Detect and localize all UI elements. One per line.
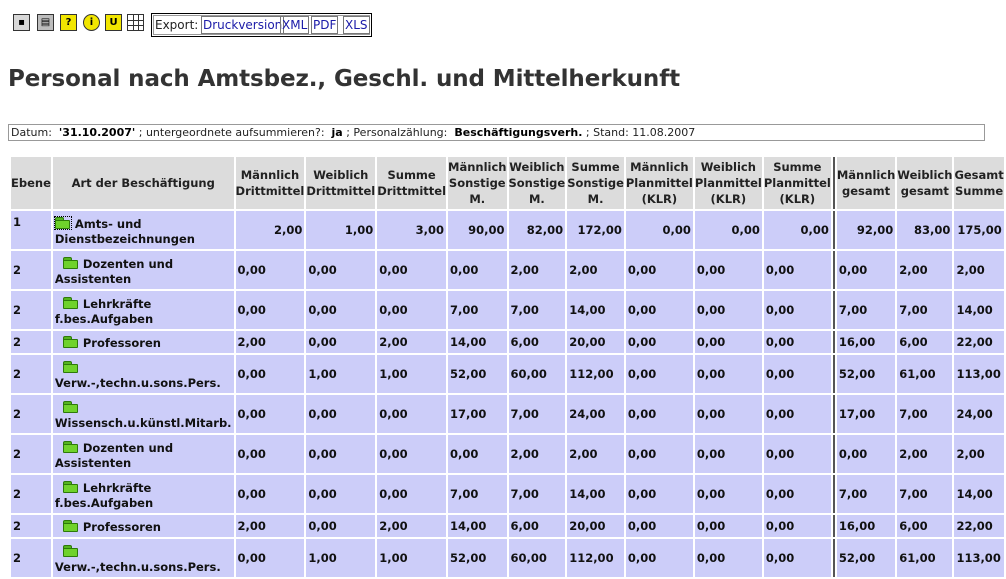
column-separator	[833, 435, 835, 473]
art-label: Wissensch.u.künstl.Mitarb.	[54, 416, 232, 430]
cell-art[interactable]	[53, 539, 234, 577]
cell-value: 20,00	[567, 515, 624, 537]
cell-value: 0,00	[377, 435, 446, 473]
personalzaehlung-value: Beschäftigungsverh.	[454, 126, 583, 139]
print-icon[interactable]: ▤	[37, 14, 54, 31]
cell-value: 83,00	[897, 211, 952, 249]
cell-value: 14,00	[448, 331, 506, 353]
art-label: Assistenten	[54, 272, 132, 286]
cell-value: 92,00	[837, 211, 895, 249]
help-icon[interactable]: ?	[60, 14, 77, 31]
cell-value: 52,00	[448, 355, 506, 393]
table-row[interactable]	[11, 251, 1004, 289]
cell-value: 0,00	[377, 475, 446, 513]
cell-value: 0,00	[236, 395, 305, 433]
cell-value: 17,00	[448, 395, 506, 433]
folder-icon[interactable]	[63, 336, 79, 348]
cell-value: 0,00	[626, 395, 693, 433]
cell-value: 0,00	[764, 291, 831, 329]
cell-value: 2,00	[954, 435, 1003, 473]
export-druckversion-link[interactable]: Druckversion	[203, 18, 283, 32]
cell-value: 7,00	[509, 395, 566, 433]
datum-label: Datum:	[11, 126, 52, 139]
cell-value: 0,00	[236, 355, 305, 393]
column-separator	[833, 211, 835, 249]
table-row[interactable]	[11, 435, 1004, 473]
cell-value: 52,00	[448, 539, 506, 577]
art-label: Amts- und	[74, 217, 142, 231]
art-label: Lehrkräfte	[82, 297, 152, 311]
cell-value: 7,00	[509, 291, 566, 329]
header-ebene[interactable]: Ebene	[11, 157, 51, 209]
cell-value: 61,00	[897, 355, 952, 393]
cell-value: 14,00	[448, 515, 506, 537]
cell-value: 0,00	[236, 291, 305, 329]
column-separator	[833, 291, 835, 329]
cell-value: 7,00	[509, 475, 566, 513]
table-row[interactable]	[11, 475, 1004, 513]
cell-value: 0,00	[306, 475, 375, 513]
header-maennlich-sonstige[interactable]: Männlich Sonstige M.	[448, 157, 506, 209]
folder-icon[interactable]	[63, 481, 79, 493]
cell-value: 1,00	[306, 211, 375, 249]
cell-art[interactable]	[53, 331, 234, 353]
cell-value: 0,00	[448, 435, 506, 473]
export-bar	[151, 13, 372, 37]
cell-value: 0,00	[448, 251, 506, 289]
table-row[interactable]	[11, 211, 1004, 249]
cell-ebene: 2	[11, 251, 51, 289]
cell-value: 0,00	[306, 515, 375, 537]
header-maennlich-gesamt[interactable]: Männlich gesamt	[837, 157, 895, 209]
cell-value: 6,00	[509, 515, 566, 537]
header-weiblich-sonstige[interactable]: Weiblich Sonstige M.	[509, 157, 566, 209]
column-separator	[833, 251, 835, 289]
cell-value: 0,00	[764, 515, 831, 537]
cell-value: 16,00	[837, 515, 895, 537]
cell-value: 0,00	[626, 331, 693, 353]
cell-value: 0,00	[764, 331, 831, 353]
header-weiblich-planmittel[interactable]: Weiblich Planmittel (KLR)	[695, 157, 762, 209]
cell-value: 2,00	[567, 251, 624, 289]
cell-value: 0,00	[306, 291, 375, 329]
table-row[interactable]	[11, 515, 1004, 537]
art-label: f.bes.Aufgaben	[54, 496, 154, 510]
cell-value: 61,00	[897, 539, 952, 577]
cell-value: 0,00	[695, 515, 762, 537]
folder-icon[interactable]	[55, 217, 71, 229]
cell-value: 0,00	[764, 475, 831, 513]
cell-value: 0,00	[695, 331, 762, 353]
cell-value: 0,00	[306, 331, 375, 353]
cell-value: 0,00	[306, 435, 375, 473]
cell-value: 7,00	[837, 475, 895, 513]
cell-value: 0,00	[695, 475, 762, 513]
cell-value: 7,00	[837, 291, 895, 329]
header-maennlich-drittmittel[interactable]: Männlich Drittmittel	[236, 157, 305, 209]
cell-value: 14,00	[954, 475, 1003, 513]
filter-summary	[8, 124, 985, 141]
column-separator	[833, 395, 835, 433]
cell-value: 6,00	[509, 331, 566, 353]
cell-value: 60,00	[509, 539, 566, 577]
column-separator	[833, 331, 835, 353]
cell-ebene: 2	[11, 435, 51, 473]
cell-art[interactable]	[53, 251, 234, 289]
folder-icon[interactable]	[63, 297, 79, 309]
cell-value: 14,00	[567, 475, 624, 513]
cell-value: 2,00	[567, 435, 624, 473]
cell-value: 0,00	[695, 291, 762, 329]
cell-value: 0,00	[764, 211, 831, 249]
cell-value: 7,00	[897, 475, 952, 513]
art-label: Dienstbezeichnungen	[54, 232, 195, 246]
header-maennlich-planmittel[interactable]: Männlich Planmittel (KLR)	[626, 157, 693, 209]
header-summe-planmittel[interactable]: Summe Planmittel (KLR)	[764, 157, 831, 209]
cell-value: 0,00	[695, 539, 762, 577]
header-gesamt-summe[interactable]: Gesamt Summe	[954, 157, 1003, 209]
cell-art[interactable]	[53, 355, 234, 393]
header-summe-drittmittel[interactable]: Summe Drittmittel	[377, 157, 446, 209]
cell-value: 0,00	[764, 539, 831, 577]
art-label: Professoren	[82, 520, 161, 534]
cell-value: 24,00	[954, 395, 1003, 433]
cell-value: 0,00	[764, 251, 831, 289]
column-separator	[833, 539, 835, 577]
export-label: Export:	[155, 18, 199, 32]
table-body	[11, 211, 1004, 577]
cell-value: 2,00	[236, 211, 305, 249]
header-weiblich-drittmittel[interactable]: Weiblich Drittmittel	[306, 157, 375, 209]
cell-value: 2,00	[377, 331, 446, 353]
cell-value: 2,00	[236, 331, 305, 353]
cell-value: 1,00	[306, 355, 375, 393]
art-label: Dozenten und	[82, 441, 174, 455]
cell-value: 2,00	[509, 435, 566, 473]
aggregate-value: ja	[331, 126, 343, 139]
cell-value: 2,00	[236, 515, 305, 537]
art-label: Professoren	[82, 336, 161, 350]
cell-value: 112,00	[567, 355, 624, 393]
header-summe-sonstige[interactable]: Summe Sonstige M.	[567, 157, 624, 209]
cell-value: 2,00	[509, 251, 566, 289]
cell-value: 52,00	[837, 355, 895, 393]
cell-value: 0,00	[626, 539, 693, 577]
folder-icon[interactable]	[63, 520, 79, 532]
column-separator	[833, 515, 835, 537]
save-icon[interactable]: ▪	[13, 14, 30, 31]
cell-value: 82,00	[509, 211, 566, 249]
art-label: Lehrkräfte	[82, 481, 152, 495]
cell-value: 0,00	[377, 291, 446, 329]
folder-icon[interactable]	[63, 361, 79, 373]
column-separator	[833, 355, 835, 393]
column-separator	[833, 475, 835, 513]
cell-art[interactable]	[53, 475, 234, 513]
cell-value: 16,00	[837, 331, 895, 353]
export-xls-link[interactable]: XLS	[345, 18, 368, 32]
cell-value: 17,00	[837, 395, 895, 433]
report-table-container	[9, 155, 1004, 574]
cell-value: 60,00	[509, 355, 566, 393]
header-art[interactable]: Art der Beschäftigung	[53, 157, 234, 209]
cell-value: 0,00	[626, 355, 693, 393]
cell-value: 0,00	[377, 395, 446, 433]
cell-value: 0,00	[306, 251, 375, 289]
cell-value: 0,00	[236, 435, 305, 473]
cell-value: 0,00	[695, 251, 762, 289]
art-label: Dozenten und	[82, 257, 174, 271]
stand-label: ; Stand: 11.08.2007	[585, 126, 696, 139]
cell-value: 112,00	[567, 539, 624, 577]
cell-value: 1,00	[377, 539, 446, 577]
cell-value: 0,00	[764, 435, 831, 473]
cell-value: 7,00	[897, 291, 952, 329]
cell-art[interactable]	[53, 515, 234, 537]
cell-ebene: 2	[11, 331, 51, 353]
table-row[interactable]	[11, 539, 1004, 577]
table-row[interactable]	[11, 331, 1004, 353]
cell-value: 14,00	[567, 291, 624, 329]
cell-value: 0,00	[695, 355, 762, 393]
cell-value: 24,00	[567, 395, 624, 433]
aggregate-label: ; untergeordnete aufsummieren?:	[138, 126, 325, 139]
cell-value: 52,00	[837, 539, 895, 577]
cell-value: 0,00	[236, 475, 305, 513]
cell-value: 6,00	[897, 515, 952, 537]
cell-value: 14,00	[954, 291, 1003, 329]
cell-value: 0,00	[626, 251, 693, 289]
cell-ebene: 2	[11, 515, 51, 537]
cell-value: 0,00	[626, 291, 693, 329]
art-label: Verw.-,techn.u.sons.Pers.	[54, 376, 221, 390]
cell-value: 1,00	[377, 355, 446, 393]
cell-value: 7,00	[448, 291, 506, 329]
cell-value: 0,00	[626, 211, 693, 249]
cell-value: 3,00	[377, 211, 446, 249]
cell-value: 0,00	[626, 475, 693, 513]
cell-value: 0,00	[626, 435, 693, 473]
cell-value: 0,00	[626, 515, 693, 537]
cell-value: 2,00	[377, 515, 446, 537]
cell-value: 0,00	[837, 251, 895, 289]
cell-value: 0,00	[236, 539, 305, 577]
cell-value: 0,00	[837, 435, 895, 473]
report-table	[9, 155, 1006, 579]
cell-ebene: 2	[11, 395, 51, 433]
table-row[interactable]	[11, 395, 1004, 433]
export-pdf-link[interactable]: PDF	[313, 18, 337, 32]
cell-value: 7,00	[897, 395, 952, 433]
cell-value: 113,00	[954, 355, 1003, 393]
table-row[interactable]	[11, 291, 1004, 329]
attachment-icon[interactable]: U	[105, 14, 122, 31]
info-icon[interactable]: i	[83, 14, 100, 31]
cell-ebene: 2	[11, 539, 51, 577]
grid-icon[interactable]	[127, 14, 144, 31]
cell-value: 2,00	[897, 251, 952, 289]
cell-value: 2,00	[897, 435, 952, 473]
cell-ebene: 2	[11, 291, 51, 329]
art-label: Assistenten	[54, 456, 132, 470]
cell-value: 0,00	[764, 355, 831, 393]
datum-value: '31.10.2007'	[58, 126, 136, 139]
cell-value: 90,00	[448, 211, 506, 249]
folder-icon[interactable]	[63, 441, 79, 453]
export-xml-link[interactable]: XML	[282, 18, 308, 32]
cell-ebene: 2	[11, 475, 51, 513]
folder-icon[interactable]	[63, 257, 79, 269]
folder-icon[interactable]	[63, 545, 79, 557]
cell-value: 0,00	[695, 395, 762, 433]
cell-value: 113,00	[954, 539, 1003, 577]
cell-value: 20,00	[567, 331, 624, 353]
personalzaehlung-label: ; Personalzählung:	[346, 126, 448, 139]
folder-icon[interactable]	[63, 401, 79, 413]
cell-value: 0,00	[306, 395, 375, 433]
cell-art[interactable]	[53, 435, 234, 473]
cell-value: 1,00	[306, 539, 375, 577]
art-label: Verw.-,techn.u.sons.Pers.	[54, 560, 221, 574]
cell-art[interactable]	[53, 395, 234, 433]
column-separator	[833, 157, 835, 209]
art-label: f.bes.Aufgaben	[54, 312, 154, 326]
cell-value: 22,00	[954, 515, 1003, 537]
header-weiblich-gesamt[interactable]: Weiblich gesamt	[897, 157, 952, 209]
cell-value: 175,00	[954, 211, 1003, 249]
cell-value: 7,00	[448, 475, 506, 513]
cell-art[interactable]	[53, 291, 234, 329]
cell-value: 22,00	[954, 331, 1003, 353]
cell-ebene: 2	[11, 355, 51, 393]
cell-value: 0,00	[695, 435, 762, 473]
cell-value: 6,00	[897, 331, 952, 353]
cell-value: 0,00	[764, 395, 831, 433]
cell-value: 0,00	[377, 251, 446, 289]
cell-ebene: 1	[11, 211, 51, 249]
cell-art[interactable]	[53, 211, 234, 249]
cell-value: 2,00	[954, 251, 1003, 289]
page-title: Personal nach Amtsbez., Geschl. und Mittelherkunft	[8, 66, 680, 92]
cell-value: 0,00	[695, 211, 762, 249]
cell-value: 0,00	[236, 251, 305, 289]
cell-value: 172,00	[567, 211, 624, 249]
table-row[interactable]	[11, 355, 1004, 393]
